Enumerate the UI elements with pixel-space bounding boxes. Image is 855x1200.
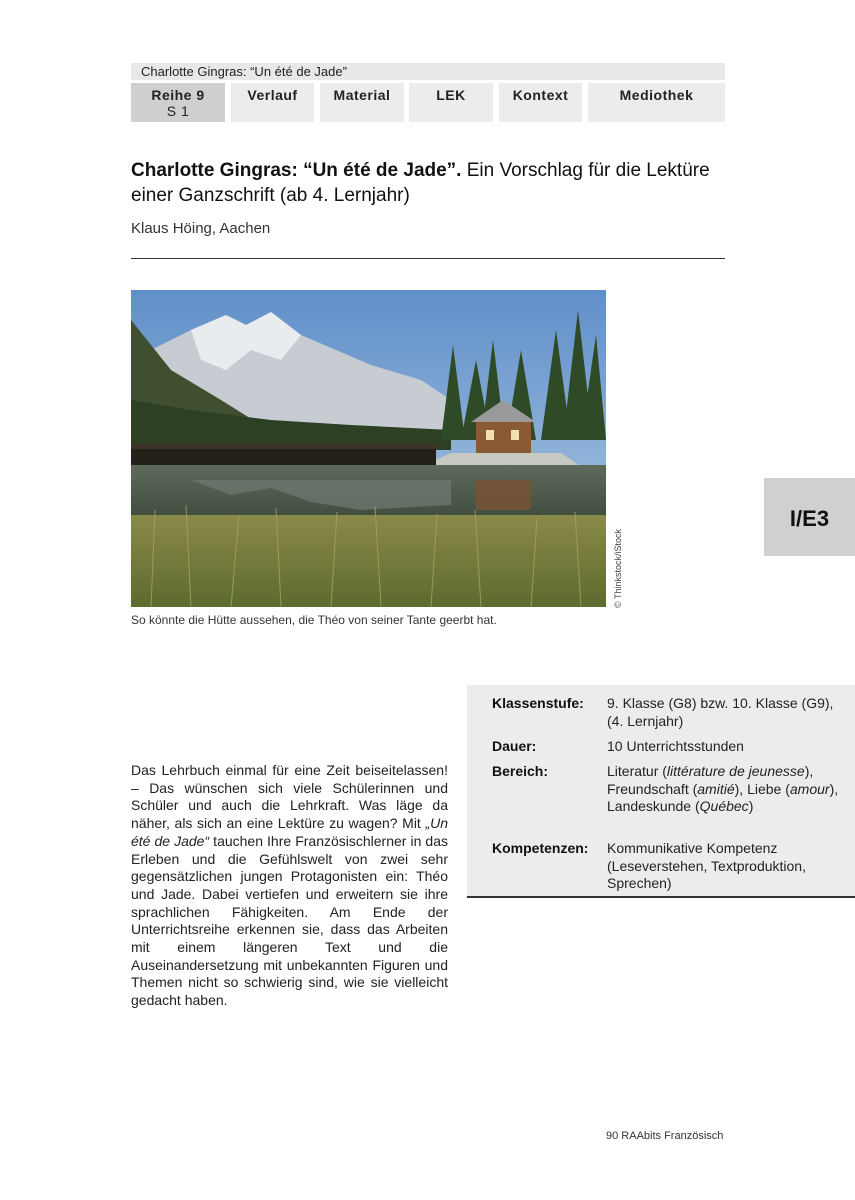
klassenstufe-value: 9. Klasse (G8) bzw. 10. Klasse (G9), (4. Lernjahr) — [607, 695, 834, 729]
kompetenzen-value: Kommunikative Kompetenz (Leseverstehen, Textproduktion, Sprechen) — [607, 840, 806, 891]
bereich-italic-1: littérature de jeunesse — [666, 763, 805, 779]
article-title — [131, 158, 731, 208]
bereich-value — [607, 763, 852, 816]
photo-credit: © Thinkstock/iStock — [613, 529, 623, 608]
article-author: Klaus Höing, Aachen — [131, 220, 271, 237]
intro-italic-title: „Un été de Jade“ — [131, 815, 448, 849]
bereich-text-3: ), Liebe ( — [734, 780, 790, 797]
klassenstufe-label: Klassenstufe: — [492, 695, 584, 711]
bereich-text-1: Literatur ( — [607, 763, 667, 779]
section-tab: I/E3 — [764, 478, 855, 556]
tab-material-label: Material — [333, 87, 391, 103]
article-title-rest: Ein Vorschlag für die Lektüre einer Ganzschrift (ab 4. Lernjahr) — [131, 160, 710, 206]
bereich-italic-3: amour — [789, 780, 830, 797]
tab-mediothek-label: Mediothek — [619, 87, 694, 103]
running-header — [131, 63, 725, 80]
tab-reihe-label: Reihe 9 — [151, 87, 205, 103]
tab-verlauf[interactable] — [231, 83, 314, 122]
intro-part-1: Das Lehrbuch einmal für eine Zeit beiseitelassen! – Das wünschen sich viele Schülerinnen und Schüler und auch die Lehrkraft. Was läge da näher, als sich an eine Lektüre zu wagen? Mit — [131, 762, 448, 832]
intro-part-2: tauchen Ihre Französischlerner in das Erleben und die Gefühlswelt von zwei sehr gegensätzlichen jungen Protagonisten ein: Théo und Jade. Dabei vertiefen und erweitern sie ihre sprachlichen Fähigkeiten. Am Ende der Unterrichtsreihe erkennen sie, dass das Arbeiten mit einem längeren Text und die Auseinandersetzung mit unbekannten Figuren und Themen nicht so schwierig sind, wie sie vielleicht gedacht haben. — [131, 832, 449, 1009]
intro-paragraph — [131, 762, 448, 1010]
bereich-text-2: ), Freundschaft ( — [607, 763, 814, 797]
kompetenzen-label: Kompetenzen: — [492, 840, 589, 856]
photo-caption: So könnte die Hütte aussehen, die Théo von seiner Tante geerbt hat. — [131, 613, 497, 627]
info-box — [467, 685, 855, 898]
dauer-label: Dauer: — [492, 738, 537, 754]
lake-cabin-photo — [131, 290, 606, 607]
tab-mediothek[interactable] — [588, 83, 725, 122]
bereich-label: Bereich: — [492, 763, 549, 779]
bereich-text-4: ), Landeskunde ( — [607, 780, 839, 814]
bereich-text-5: ) — [748, 798, 754, 814]
tab-kontext[interactable] — [499, 83, 582, 122]
title-divider — [131, 258, 725, 259]
article-title-bold: Charlotte Gingras: “Un été de Jade”. — [131, 160, 462, 181]
tab-lek-label: LEK — [436, 87, 466, 103]
tab-reihe-sub: S 1 — [166, 103, 190, 119]
running-title: Charlotte Gingras: “Un été de Jade” — [141, 64, 347, 79]
tab-reihe[interactable] — [131, 83, 225, 122]
tab-lek[interactable] — [409, 83, 493, 122]
bereich-italic-4: Québec — [699, 798, 749, 814]
tab-material[interactable] — [320, 83, 404, 122]
page-footer: 90 RAAbits Französisch — [606, 1130, 724, 1142]
bereich-italic-2: amitié — [697, 780, 735, 797]
tab-verlauf-label: Verlauf — [247, 87, 298, 103]
tab-kontext-label: Kontext — [512, 87, 569, 103]
dauer-value: 10 Unterrichtsstunden — [607, 738, 744, 754]
